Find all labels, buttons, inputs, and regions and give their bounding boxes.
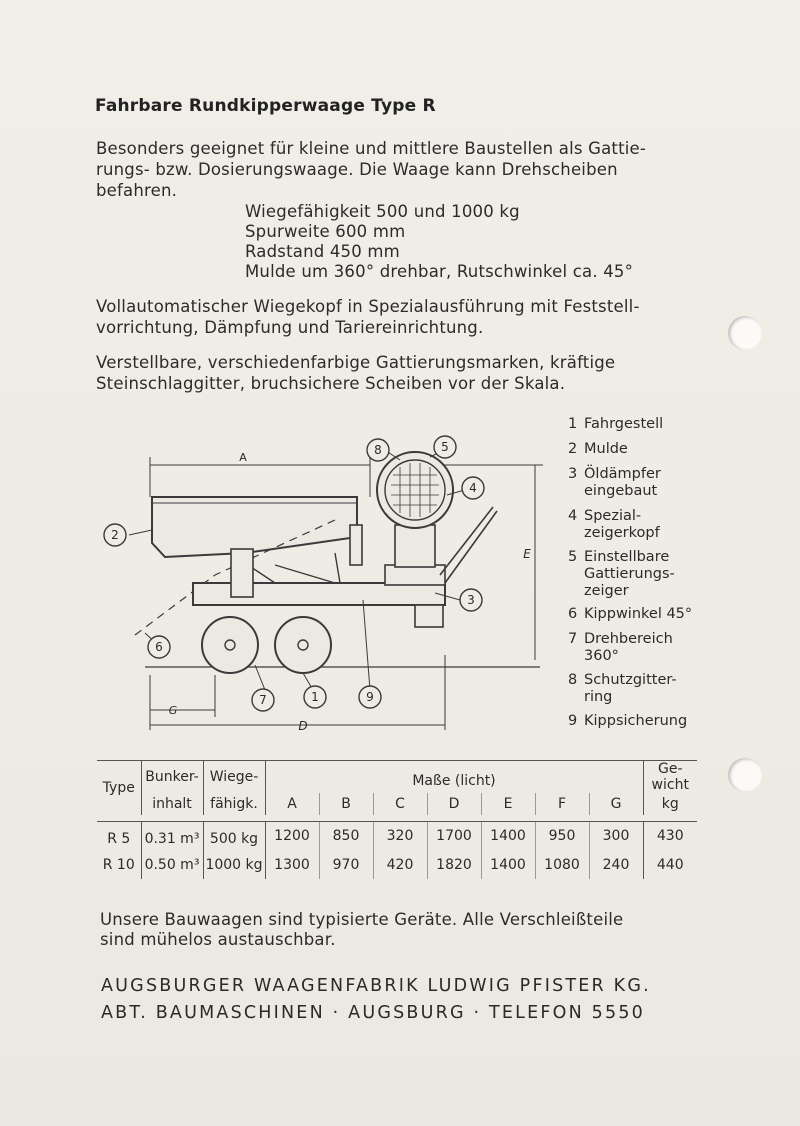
paragraph-line: Steinschlaggitter, bruchsichere Scheiben vor der Skala. xyxy=(96,374,566,393)
bucket xyxy=(152,497,357,557)
company-name: AUGSBURGER WAAGENFABRIK LUDWIG PFISTER KG. xyxy=(101,976,651,996)
closing-paragraph xyxy=(100,910,623,950)
paragraph-line: Vollautomatischer Wiegekopf in Spezialausführung mit Feststell- xyxy=(96,297,640,316)
col-b: B xyxy=(319,793,373,815)
wheel-rear xyxy=(275,617,331,673)
spec-item: Wiegefähigkeit 500 und 1000 kg xyxy=(245,202,520,221)
header-type: Type xyxy=(97,761,141,816)
callout-label-4: 4 xyxy=(469,481,477,495)
technical-drawing xyxy=(95,425,560,745)
callout-label-3: 3 xyxy=(467,593,475,607)
legend-item: 5 Einstellbare Gattierungs- zeiger xyxy=(568,549,675,599)
callout-label-7: 7 xyxy=(259,693,267,707)
header-bunker-sub: inhalt xyxy=(141,793,203,815)
col-a: A xyxy=(265,793,319,815)
paragraph-line: Verstellbare, verschiedenfarbige Gattierungsmarken, kräftige xyxy=(96,353,616,372)
weighing-head-paragraph xyxy=(96,296,640,338)
closing-line: Unsere Bauwaagen sind typisierte Geräte. Alle Verschleißteile xyxy=(100,910,624,929)
markers-paragraph xyxy=(96,352,615,394)
paragraph-line: vorrichtung, Dämpfung und Tariereinrichtung. xyxy=(96,318,484,337)
legend-item: 3 Öldämpfer eingebaut xyxy=(568,466,661,499)
page-title: Fahrbare Rundkipperwaage Type R xyxy=(95,96,436,116)
callout-label-9: 9 xyxy=(366,690,374,704)
spec-item: Mulde um 360° drehbar, Rutschwinkel ca. 45° xyxy=(245,262,634,281)
weighing-head xyxy=(377,452,453,528)
callout-label-8: 8 xyxy=(374,443,382,457)
intro-line: rungs- bzw. Dosierungswaage. Die Waage kann Drehscheiben xyxy=(96,160,618,179)
col-g: G xyxy=(589,793,643,815)
header-wiege: Wiege- xyxy=(203,761,265,794)
legend-item: 1 Fahrgestell xyxy=(568,416,664,432)
header-bunker: Bunker- xyxy=(141,761,203,794)
legend-item: 7 Drehbereich 360° xyxy=(568,631,673,664)
callout-label-1: 1 xyxy=(311,690,319,704)
callout-label-5: 5 xyxy=(441,440,449,454)
legend-item: 4 Spezial- zeigerkopf xyxy=(568,508,660,541)
intro-line: befahren. xyxy=(96,181,178,200)
header-masse: Maße (licht) xyxy=(265,761,643,794)
label-d: D xyxy=(298,719,308,733)
header-gewicht-unit: kg xyxy=(661,796,679,812)
intro-paragraph xyxy=(96,138,646,201)
legend-item: 8 Schutzgitter- ring xyxy=(568,672,677,705)
spec-list xyxy=(245,202,633,282)
col-d: D xyxy=(427,793,481,815)
col-f: F xyxy=(535,793,589,815)
spec-item: Radstand 450 mm xyxy=(245,242,400,261)
header-gewicht: Ge- wicht xyxy=(643,761,697,794)
punch-hole-top xyxy=(728,316,762,350)
intro-line: Besonders geeignet für kleine und mittlere Baustellen als Gattie- xyxy=(96,139,647,158)
legend-item: 2 Mulde xyxy=(568,441,628,457)
legend-item: 9 Kippsicherung xyxy=(568,713,688,729)
col-e: E xyxy=(481,793,535,815)
legend-item: 6 Kippwinkel 45° xyxy=(568,606,693,622)
spec-table xyxy=(97,760,697,879)
header-wiege-sub: fähigk. xyxy=(203,793,265,815)
label-e: E xyxy=(523,547,531,561)
punch-hole-bottom xyxy=(728,758,762,792)
label-g: G xyxy=(168,704,178,717)
col-c: C xyxy=(373,793,427,815)
company-address: ABT. BAUMASCHINEN · AUGSBURG · TELEFON 5550 xyxy=(101,1003,646,1023)
spec-item: Spurweite 600 mm xyxy=(245,222,406,241)
label-a: A xyxy=(239,451,247,464)
callout-label-6: 6 xyxy=(155,640,163,654)
closing-line: sind mühelos austauschbar. xyxy=(100,930,336,949)
callout-label-2: 2 xyxy=(111,528,119,542)
table-row: R 10 0.50 m³ 1000 kg 1300 970 420 1820 1400 1080 240 440 xyxy=(97,851,697,879)
table-row: R 5 0.31 m³ 500 kg 1200 850 320 1700 1400 950 300 430 xyxy=(97,821,697,851)
wheel-front xyxy=(202,617,258,673)
